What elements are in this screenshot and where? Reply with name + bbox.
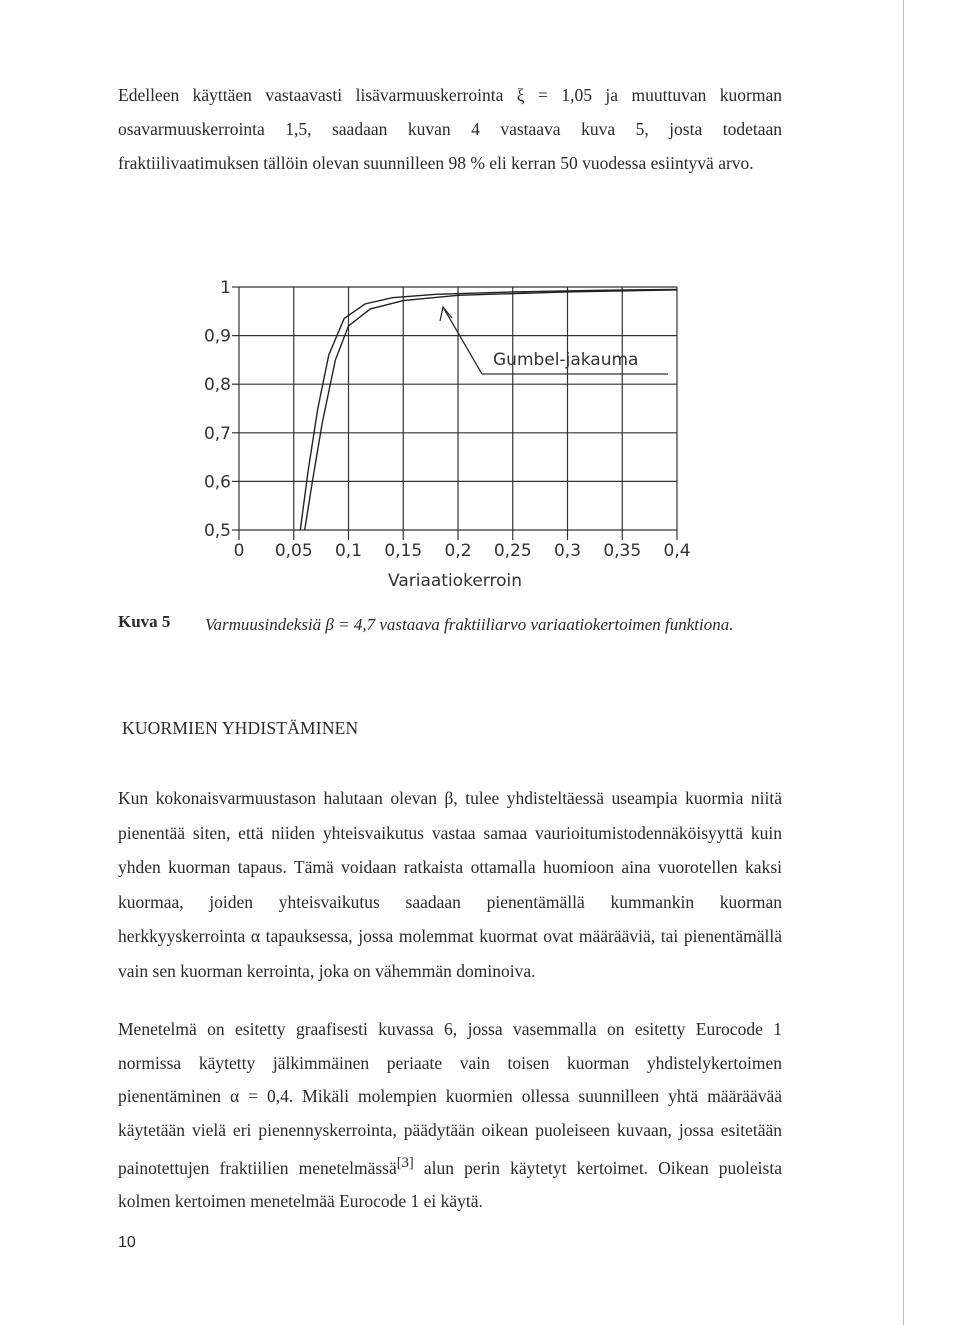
x-tick-label: 0,15 [384,541,423,561]
x-tick-labels [234,541,691,561]
chart-series [300,289,677,530]
section-paragraph-1: Kun kokonaisvarmuustason halutaan olevan β, tulee yhdisteltäessä useampia kuormia niitä pienentää siten, että niiden yhteisvaikutus vastaa samaa vaurioitumistodennäköisyyttä kuin yhden kuorman tapaus. Tämä voidaan ratkaista ottamalla huomioon aina vuorotellen kaksi kuormaa, joiden yhteisvaikutus saadaan pienentämällä kummankin kuorman herkkyyskerrointa α tapauksessa, jossa molemmat kuormat ovat määrääviä, tai pienentämällä vain sen kuorman kerrointa, joka on vähemmän dominoiva. [118,788,782,981]
x-tick-label: 0,3 [553,541,582,561]
y-tick-label: 0,7 [203,423,231,444]
page-number: 10 [118,1234,136,1251]
series-line [305,290,677,530]
intro-paragraph: Edelleen käyttäen vastaavasti lisävarmuuskerrointa ξ = 1,05 ja muuttuvan kuorman osavarmuuskerrointa 1,5, saadaan kuvan 4 vastaava kuva 5, josta todetaan fraktiilivaatimuksen tällöin olevan suunnilleen 98 % eli kerran 50 vuodessa esiintyvä arvo. [118,85,782,173]
x-tick-label: 0 [233,541,245,561]
x-tick-label: 0,1 [334,541,363,561]
variation-coefficient-chart [0,0,960,610]
y-tick-label: 0,9 [203,326,231,347]
y-tick-label: 1 [220,278,231,298]
y-tick-label: 0,6 [203,472,231,493]
x-tick-label: 0,35 [603,541,642,561]
section-heading: KUORMIEN YHDISTÄMINEN [122,718,359,738]
section-paragraph-2 [118,1013,782,1219]
paragraph-text-start: Menetelmä on esitetty graafisesti kuvassa 6, jossa vasemmalla on esitetty Eurocode 1 normissa käytetty jälkimmäinen periaate vain toisen kuorman yhdistelykertoimen pienentäminen α = 0,4. Mikäli molempien kuormien ollessa suunnilleen yhtä määräävää käytetään vielä eri pienennyskerrointa, päädytään oikean puoleiseen kuvaan, jossa esitetään painotettujen fraktiilien menetelmässä [118,1019,782,1178]
x-tick-label: 0,05 [274,541,313,561]
annotation-label: Gumbel-jakauma [493,350,639,370]
paragraph-text-end: alun perin käytetyt kertoimet. Oikean puoleista kolmen kertoimen menetelmää Eurocode 1 ei käytä. [118,1157,782,1212]
figure-label: Kuva 5 [118,612,171,631]
series-line [300,289,677,530]
x-tick-label: 0,25 [493,541,532,561]
chart-ticks [232,287,677,540]
figure-caption: Varmuusindeksiä β = 4,7 vastaava fraktiiliarvo variaatiokertoimen funktiona. [205,615,734,634]
annotation-arrow-line [443,307,482,374]
y-tick-label: 0,8 [203,375,231,396]
reference-superscript: [3] [396,1155,414,1171]
x-tick-label: 0,4 [663,541,691,561]
x-axis-label: Variaatiokerroin [388,571,522,591]
x-tick-label: 0,2 [444,541,472,561]
y-tick-label: 0,5 [203,521,231,541]
y-tick-labels [204,278,231,541]
